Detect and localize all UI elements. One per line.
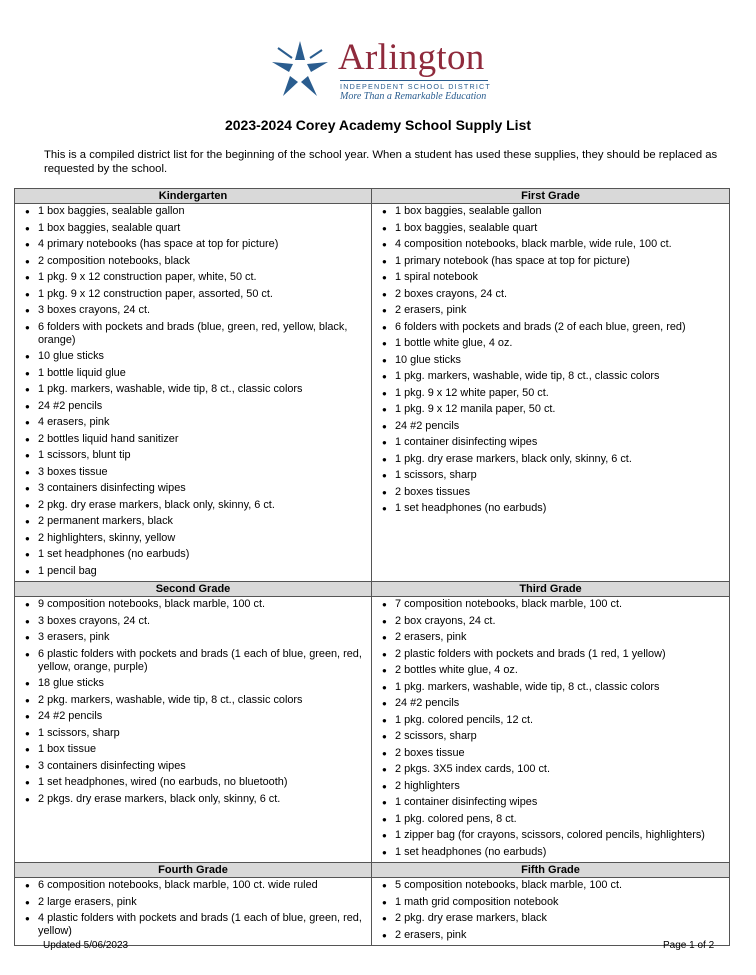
supply-item: ● 1 container disinfecting wipes (372, 436, 729, 449)
supply-item: ● 4 plastic folders with pockets and brads (1 each of blue, green, red, yellow) (15, 912, 371, 938)
supply-item: ● 1 pkg. markers, washable, wide tip, 8 ct., classic colors (15, 383, 371, 396)
supply-item: ● 6 folders with pockets and brads (2 of each blue, green, red) (372, 321, 729, 334)
supply-item: ● 1 container disinfecting wipes (372, 796, 729, 809)
grade-items-row (15, 597, 730, 863)
grade-header-fifth: Fifth Grade (372, 863, 730, 878)
supply-item: ● 4 erasers, pink (15, 416, 371, 429)
supply-item: ● 2 erasers, pink (372, 929, 729, 942)
first-grade-cell (372, 204, 730, 582)
grade-header-row (15, 582, 730, 597)
supply-item: ● 1 set headphones (no earbuds) (15, 548, 371, 561)
supply-item: ● 9 composition notebooks, black marble, 100 ct. (15, 598, 371, 611)
supply-item: ● 1 scissors, blunt tip (15, 449, 371, 462)
supply-item: ● 3 boxes tissue (15, 466, 371, 479)
supply-item: ● 3 boxes crayons, 24 ct. (15, 304, 371, 317)
supply-item: ● 2 plastic folders with pockets and brads (1 red, 1 yellow) (372, 648, 729, 661)
supply-item: ● 1 box baggies, sealable quart (372, 222, 729, 235)
supply-item: ● 1 pkg. markers, washable, wide tip, 8 ct., classic colors (372, 681, 729, 694)
grade-items-row (15, 878, 730, 946)
supply-item: ● 1 pkg. dry erase markers, black only, skinny, 6 ct. (372, 453, 729, 466)
supply-item: ● 2 pkg. dry erase markers, black (372, 912, 729, 925)
intro-paragraph: This is a compiled district list for the beginning of the school year. When a student has used these supplies, they should be replaced as requested by the school. (44, 149, 718, 175)
supply-item: ● 6 composition notebooks, black marble, 100 ct. wide ruled (15, 879, 371, 892)
grade-header-row (15, 189, 730, 204)
supply-item: ● 1 zipper bag (for crayons, scissors, colored pencils, highlighters) (372, 829, 729, 842)
supply-item: ● 2 pkg. dry erase markers, black only, skinny, 6 ct. (15, 499, 371, 512)
supply-item: ● 1 math grid composition notebook (372, 896, 729, 909)
supply-item: ● 1 box baggies, sealable quart (15, 222, 371, 235)
supply-list (15, 878, 371, 938)
supply-item: ● 24 #2 pencils (372, 420, 729, 433)
supply-item: ● 2 box crayons, 24 ct. (372, 615, 729, 628)
second-grade-cell (15, 597, 372, 863)
supply-item: ● 5 composition notebooks, black marble, 100 ct. (372, 879, 729, 892)
fifth-grade-cell (372, 878, 730, 946)
supply-item: ● 2 bottles liquid hand sanitizer (15, 433, 371, 446)
supply-list (372, 878, 729, 942)
supply-item: ● 2 highlighters (372, 780, 729, 793)
supply-item: ● 1 scissors, sharp (372, 469, 729, 482)
grade-header-second: Second Grade (15, 582, 372, 597)
kindergarten-cell (15, 204, 372, 582)
supply-item: ● 1 pkg. colored pencils, 12 ct. (372, 714, 729, 727)
supply-item: ● 1 box tissue (15, 743, 371, 756)
grade-header-third: Third Grade (372, 582, 730, 597)
third-grade-cell (372, 597, 730, 863)
supply-item: ● 3 containers disinfecting wipes (15, 482, 371, 495)
supply-item: ● 4 composition notebooks, black marble, wide rule, 100 ct. (372, 238, 729, 251)
updated-date: Updated 5/06/2023 (43, 940, 129, 951)
supply-item: ● 1 primary notebook (has space at top for picture) (372, 255, 729, 268)
supply-item: ● 3 containers disinfecting wipes (15, 760, 371, 773)
supply-item: ● 2 large erasers, pink (15, 896, 371, 909)
supply-item: ● 10 glue sticks (15, 350, 371, 363)
supply-item: ● 6 folders with pockets and brads (blue, green, red, yellow, black, orange) (15, 321, 371, 347)
supply-item: ● 2 boxes crayons, 24 ct. (372, 288, 729, 301)
supply-item: ● 1 box baggies, sealable gallon (15, 205, 371, 218)
supply-list (15, 204, 371, 578)
supply-item: ● 10 glue sticks (372, 354, 729, 367)
supply-item: ● 1 bottle white glue, 4 oz. (372, 337, 729, 350)
supply-item: ● 1 pkg. 9 x 12 construction paper, white, 50 ct. (15, 271, 371, 284)
supply-item: ● 1 pkg. 9 x 12 construction paper, assorted, 50 ct. (15, 288, 371, 301)
supply-item: ● 18 glue sticks (15, 677, 371, 690)
supply-item: ● 2 composition notebooks, black (15, 255, 371, 268)
supply-item: ● 1 pencil bag (15, 565, 371, 578)
supply-item: ● 1 set headphones, wired (no earbuds, no bluetooth) (15, 776, 371, 789)
grade-header-kindergarten: Kindergarten (15, 189, 372, 204)
logo-district: INDEPENDENT SCHOOL DISTRICT (340, 82, 492, 91)
document-title: 2023-2024 Corey Academy School Supply List (224, 117, 532, 133)
grade-header-fourth: Fourth Grade (15, 863, 372, 878)
supply-item: ● 2 pkg. markers, washable, wide tip, 8 ct., classic colors (15, 694, 371, 707)
supply-list (372, 597, 729, 859)
supply-item: ● 1 pkg. colored pens, 8 ct. (372, 813, 729, 826)
supply-item: ● 2 boxes tissue (372, 747, 729, 760)
supply-item: ● 3 boxes crayons, 24 ct. (15, 615, 371, 628)
district-logo (268, 38, 498, 104)
supply-item: ● 1 pkg. 9 x 12 white paper, 50 ct. (372, 387, 729, 400)
supply-item: ● 1 box baggies, sealable gallon (372, 205, 729, 218)
supply-item: ● 2 pkgs. 3X5 index cards, 100 ct. (372, 763, 729, 776)
supply-item: ● 2 boxes tissues (372, 486, 729, 499)
grade-items-row (15, 204, 730, 582)
supply-item: ● 1 set headphones (no earbuds) (372, 502, 729, 515)
supply-list (372, 204, 729, 515)
supply-item: ● 2 scissors, sharp (372, 730, 729, 743)
supply-item: ● 1 set headphones (no earbuds) (372, 846, 729, 859)
supply-item: ● 24 #2 pencils (15, 710, 371, 723)
logo-name: Arlington (338, 37, 485, 78)
supply-item: ● 1 pkg. markers, washable, wide tip, 8 ct., classic colors (372, 370, 729, 383)
supply-item: ● 2 pkgs. dry erase markers, black only, skinny, 6 ct. (15, 793, 371, 806)
supply-item: ● 2 highlighters, skinny, yellow (15, 532, 371, 545)
supply-item: ● 1 spiral notebook (372, 271, 729, 284)
supply-item: ● 4 primary notebooks (has space at top for picture) (15, 238, 371, 251)
page-number: Page 1 of 2 (663, 940, 715, 951)
supply-item: ● 7 composition notebooks, black marble, 100 ct. (372, 598, 729, 611)
supply-table (14, 188, 730, 946)
supply-item: ● 1 bottle liquid glue (15, 367, 371, 380)
supply-list (15, 597, 371, 806)
supply-item: ● 6 plastic folders with pockets and brads (1 each of blue, green, red, yellow, orange, purple) (15, 648, 371, 674)
supply-item: ● 24 #2 pencils (15, 400, 371, 413)
star-logo-icon (268, 38, 332, 102)
supply-item: ● 3 erasers, pink (15, 631, 371, 644)
logo-divider (340, 80, 488, 81)
grade-header-row (15, 863, 730, 878)
supply-item: ● 1 scissors, sharp (15, 727, 371, 740)
supply-item: ● 2 bottles white glue, 4 oz. (372, 664, 729, 677)
supply-item: ● 2 erasers, pink (372, 304, 729, 317)
supply-item: ● 1 pkg. 9 x 12 manila paper, 50 ct. (372, 403, 729, 416)
supply-item: ● 2 permanent markers, black (15, 515, 371, 528)
fourth-grade-cell (15, 878, 372, 946)
grade-header-first: First Grade (372, 189, 730, 204)
logo-tagline: More Than a Remarkable Education (340, 91, 487, 102)
supply-item: ● 24 #2 pencils (372, 697, 729, 710)
supply-item: ● 2 erasers, pink (372, 631, 729, 644)
